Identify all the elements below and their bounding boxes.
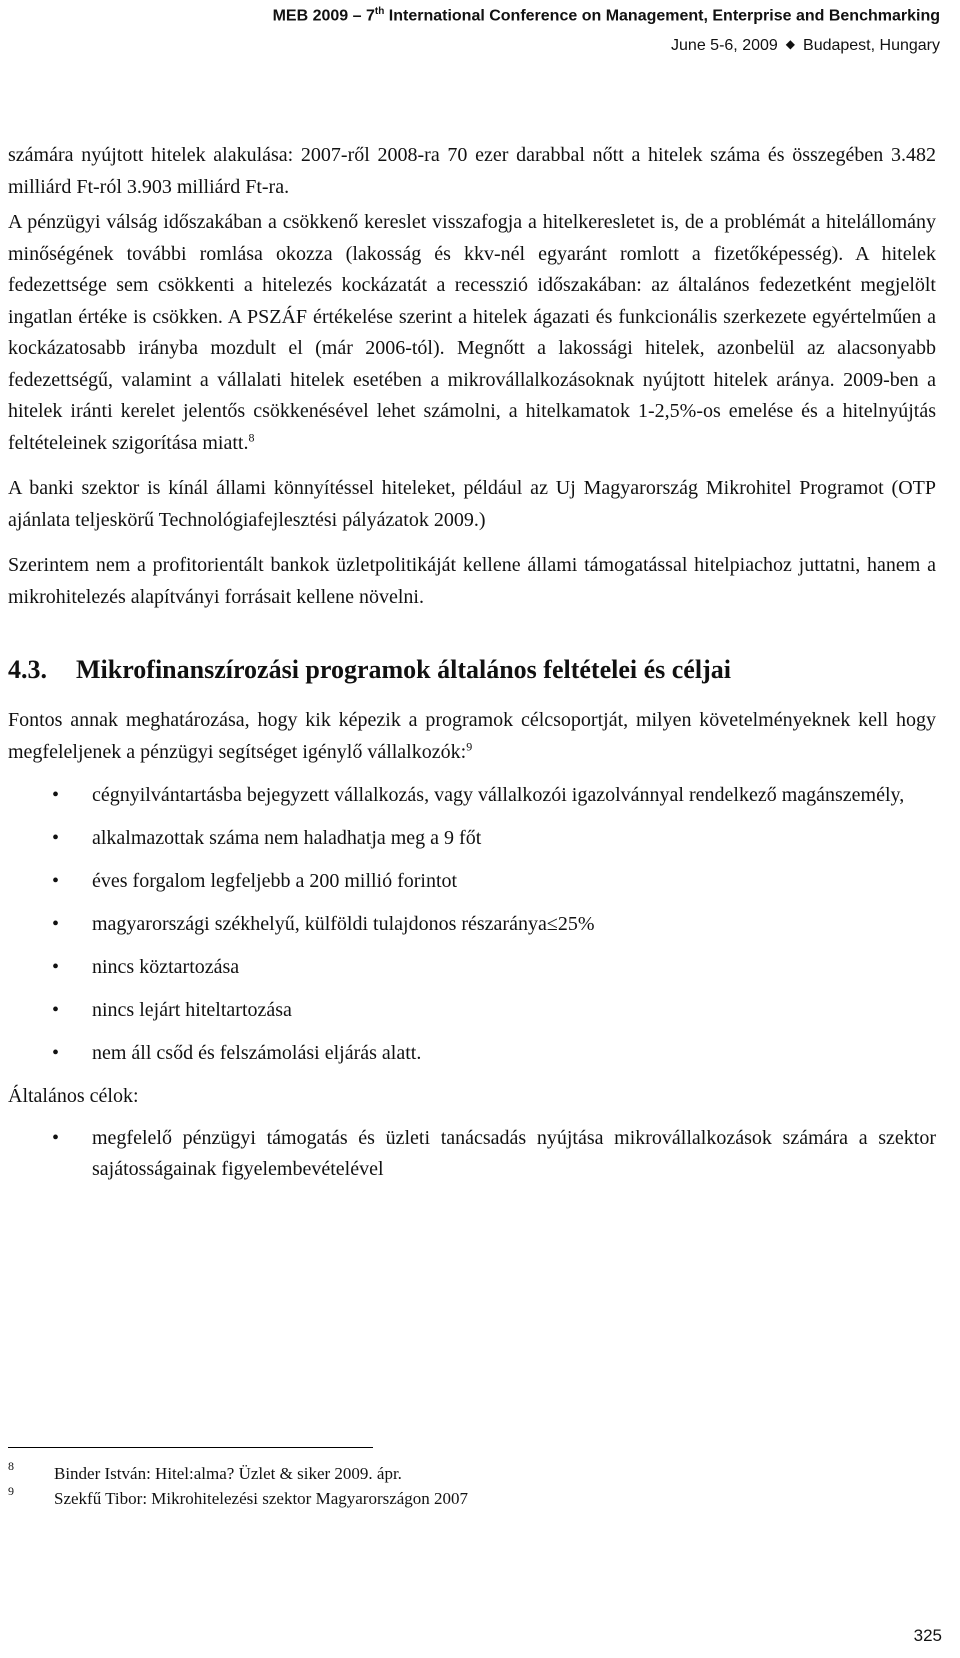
- footnote-number: 9: [8, 1484, 14, 1498]
- paragraph: A banki szektor is kínál állami könnyítéssel hiteleket, például az Uj Magyarország Mikrohitel Programot (OTP ajánlata teljeskörű Technológiafejlesztési pályázatok 2009.): [8, 477, 936, 531]
- conference-date: June 5-6, 2009: [671, 37, 778, 54]
- footnote-ref: 9: [466, 738, 473, 753]
- page-number: 325: [913, 1626, 942, 1645]
- list-item: • alkalmazottak száma nem haladhatja meg a 9 főt: [92, 823, 936, 854]
- footnote-separator: [8, 1447, 373, 1448]
- bullet-icon: •: [52, 1126, 60, 1149]
- bullet-icon: •: [52, 956, 60, 978]
- list-item: • nem áll csőd és felszámolási eljárás alatt.: [92, 1038, 936, 1069]
- section-title: Mikrofinanszírozási programok általános feltételei és céljai: [76, 655, 731, 684]
- footnote-number: 8: [8, 1459, 14, 1473]
- list-item: • nincs köztartozása: [92, 952, 936, 983]
- bullet-icon: •: [52, 784, 60, 806]
- criteria-list: [8, 780, 936, 1069]
- goals-list: [8, 1123, 936, 1185]
- bullet-icon: •: [52, 1042, 60, 1064]
- paragraph: számára nyújtott hitelek alakulása: 2007-ről 2008-ra 70 ezer darabbal nőtt a hitelek száma és összegében 3.482 milliárd Ft-ról 3.903 milliárd Ft-ra.: [8, 144, 936, 198]
- list-item: • megfelelő pénzügyi támogatás és üzleti tanácsadás nyújtása mikrovállalkozások számára a szektor sajátosságainak figyelembevételével: [92, 1123, 936, 1185]
- section-heading: [8, 653, 936, 687]
- paragraph: A pénzügyi válság időszakában a csökkenő kereslet visszafogja a hitelkeresletet is, de a problémát a hitelállomány minőségének további romlása okozza (lakosság és kkv-nél egyaránt romlott a fizetőképesség). A hitelek fedezettsége sem csökkenti a hitelezés kockázatát a recesszió időszakában: az általános fedezetként megjelölt ingatlan értéke is csökken. A PSZÁF értékelése szerint a hitelek ágazati és funkcionális szerkezete egyértelműen a kockázatosabb irányba mozdult el (már 2006-tól). Megnőtt a lakossági hitelek, azonbelül az alacsonyabb fedezettségű, valamint a vállalati hitelek esetében a mikrovállalkozásoknak nyújtott hitelek aránya. 2009-ben a hitelek iránti kerelet jelentős csökkenésével lehet számolni, a hitelkamatok 1-2,5%-os emelése és a hitelnyújtás feltételeinek szigorítása miatt.$^8$: [8, 211, 936, 454]
- list-item: • magyarországi székhelyű, külföldi tulajdonos részaránya≤25%: [92, 909, 936, 940]
- bullet-icon: •: [52, 827, 60, 849]
- list-item: • nincs lejárt hiteltartozása: [92, 995, 936, 1026]
- footnote-ref: 8: [248, 429, 255, 444]
- section-number: 4.3.: [8, 655, 47, 684]
- bullet-icon: •: [52, 999, 60, 1021]
- footnote-text: Szekfű Tibor: Mikrohitelezési szektor Magyarországon 2007: [54, 1489, 469, 1508]
- list-item: • éves forgalom legfeljebb a 200 millió forintot: [92, 866, 936, 897]
- page-body: [8, 140, 936, 1197]
- bullet-icon: •: [52, 870, 60, 892]
- goals-label: Általános célok:: [8, 1085, 139, 1107]
- diamond-icon: ◆: [785, 37, 796, 51]
- paragraph: Fontos annak meghatározása, hogy kik képezik a programok célcsoportját, milyen követelményeknek kell hogy megfeleljenek a pénzügyi segítséget igénylő vállalkozók:$^9$: [8, 709, 936, 763]
- list-item: • cégnyilvántartásba bejegyzett vállalkozás, vagy vállalkozói igazolvánnyal rendelkező magánszemély,: [92, 780, 936, 811]
- paragraph: Szerintem nem a profitorientált bankok üzletpolitikáját kellene állami támogatással hitelpiachoz juttatni, hanem a mikrohitelezés alapítványi forrásait kellene növelni.: [8, 554, 936, 608]
- bullet-icon: •: [52, 913, 60, 935]
- conference-place: Budapest, Hungary: [803, 37, 940, 54]
- conference-date-place: [671, 37, 940, 55]
- conference-title: MEB 2009 – 7th International Conference on Management, Enterprise and Benchmarking: [272, 6, 940, 25]
- footnote-text: Binder István: Hitel:alma? Üzlet & siker 2009. ápr.: [54, 1464, 402, 1483]
